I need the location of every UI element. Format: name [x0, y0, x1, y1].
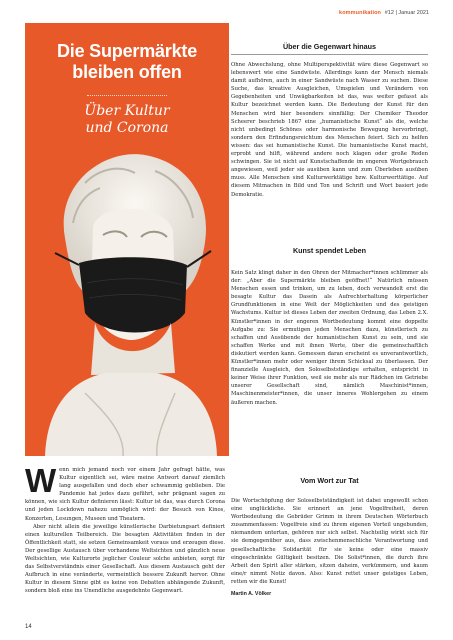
section-body: Ohne Abwechslung, ohne Multiperspektivität wäre diese Gegenwart so lebenswert wie eine Sandwüste. Allerdings kann der Mensch niemals damit aufhören, auch in einer Sandwüste nach Wasser zu suchen. Diese Suche, das kreative Ausgleichen, Umspielen und Verändern von Gegebenheiten und Unwägbarkeiten ist das, was weiter gefasst als Kultur bezeichnet werden kann. Die Bedeutung der Kunst für den Menschen wird hier besonders sinnfällig: Der Chemiker Theodor Scheerer beschrieb 1867 eine „humanistische Kunst“ als die, welche nicht unbedingt Schönes oder harmonische Bewegung hervorbringt, sondern den Erfindungsreichtum des Menschen feiert. Sich zu helfen wissen: das sei humanistische Kunst. Die humanistische Kunst macht, erprobt und hilft, während andere noch klagen oder große Reden schwingen. Sie ist nicht auf Kunstschaffende im engeren Wortgebrauch angewiesen, weil jeder sie ausüben kann und zum Überleben ausüben muss. Alle Menschen sind Kulturwerktätige bzw. Kulturwerttätige. Auf diesem Mitmachen in Bild und Ton und Schrift und Wort basiert jede Demokratie.: [231, 62, 428, 198]
hero-panel: [25, 23, 229, 456]
section-wort-tat: [231, 474, 428, 597]
issue-label: #12 | Januar 2021: [384, 10, 429, 16]
intro-paragraph-2: Aber nicht allein die jeweilige künstlerische Darbietungsart definiert einen kulturellen Teilbereich. Die besagten Aktivitäten finden in der Öffentlichkeit statt, sie setzen Gemeinsamkeit voraus und erzeugen diese. Der gesellige Austausch über vorhandene Weltsichten und gänzlich neue Weltsichten, wie Kulturorte jeglicher Couleur solche anbieten, sorgt für das Selbstverständnis einer Gesellschaft. Aus diesem Austausch geht der Aufbruch in eine veränderte, vermeintlich bessere Zukunft hervor. Ohne Kultur in diesem Sinne gibt es keine von Debatten abhängende Zukunft, sondern bloß eine ins Unendliche ausgedehnte Gegenwart.: [25, 523, 225, 595]
title-line-2: bleiben offen: [72, 62, 182, 82]
intro-text: [25, 462, 225, 596]
masked-bust-illustration: [25, 143, 229, 456]
article-subtitle: [25, 103, 229, 137]
section-gegenwart: [231, 40, 428, 199]
section-heading: Vom Wort zur Tat: [300, 476, 359, 485]
section-heading: Kunst spendet Leben: [292, 246, 367, 255]
section-kunst-leben: [231, 244, 428, 407]
section-body: Die Wortschöpfung der Soloselbstständigkeit ist dabei ungewollt schon eine unglückliche. Sie erinnert an jene Vogelfreiheit, deren Wortbedeutung die Gebrüder Grimm in ihrem Deutschen Wörterbuch zusammenfassen: Vogelfreie sind zu ihrem eigenen Vorteil ungebunden, niemandem untertan, gehören nur sich selbst. Nachteilig wirkt sich für sie demgegenüber aus, dass zwischenmenschliche Verantwortung und gesellschaftliche Solidarität für sie keine oder eine massiv eingeschränkte Gültigkeit besitzen. Die Solist*innen, die durch ihre Arbeit den Spirit aller stärken, sitzen daheim, verkümmern, und kaum eine/r nimmt Notiz davon. Also: Kunst rettet unser geistiges Leben, retten wir die Kunst!: [231, 498, 428, 585]
section-body: Kein Satz klingt daher in den Ohren der Mitmacher*innen schlimmer als der: „Aber die Supermärkte bleiben geöffnet!“ Natürlich müssen Menschen essen und trinken, um zu leben, doch verwandelt erst die besagte Kultur das Dasein als Aufrechterhaltung körperlicher Grundfunktionen in eine Welt der Möglichkeiten und des geistigen Wachstums. Kultur ist dieses Leben der zweiten Ordnung, das Leben 2.X. Künstler*innen in der engeren Wortbedeutung kommt eine doppelte Aufgabe zu: Sie ermutigen jeden Menschen dazu, künstlerisch zu schaffen und Ausübende der humanistischen Kunst zu sein, und sie schaffen Werke und mit ihnen Werte, über die gemeinschaftlich diskutiert werden kann. Gemessen daran erscheint es unverantwortlich, Künstler*innen mehr oder weniger ihrem Schicksal zu überlassen. Der finanzielle Ausgleich, den Soloselbstständige erhalten, entspricht in keiner Weise ihrer Funktion, weil sie mehr als nur Rädchen im Getriebe unserer Gesellschaft sind, nämlich Maschinist*innen, Maschinenmeister*innen, die unser inneres Wohlergehen zu einem äußeren machen.: [231, 270, 428, 406]
dotted-divider: [87, 95, 167, 96]
section-heading: Über die Gegenwart hinaus: [231, 40, 428, 55]
drop-cap: W: [25, 462, 57, 499]
author-byline: Martin A. Völker: [231, 591, 272, 598]
article-title: [25, 41, 229, 83]
magazine-brand: kommunikation: [339, 10, 381, 16]
title-line-1: Die Supermärkte: [56, 41, 198, 61]
page-number: 14: [25, 624, 32, 630]
page-header: [0, 10, 453, 22]
intro-paragraph-1-text: enn mich jemand noch vor einem Jahr gefragt hätte, was Kultur eigentlich sei, wäre meine Antwort darauf ziemlich lang ausgefallen und doch eher schwammig geblieben. Die Pandemie hat jedes dazu geführt, sehr prägnant sagen zu können, wie sich Kultur definieren lässt: Kultur ist das, was durch Corona und jeden Lockdown nahezu unmöglich wird: der Besuch von Kinos, Konzerten, Lesungen, Museen und Theatern.: [25, 467, 225, 522]
subtitle-line-2: und Corona: [85, 120, 169, 136]
subtitle-line-1: Über Kultur: [84, 103, 170, 119]
intro-paragraph-1: [25, 462, 225, 523]
bust-shoulders: [45, 373, 217, 456]
